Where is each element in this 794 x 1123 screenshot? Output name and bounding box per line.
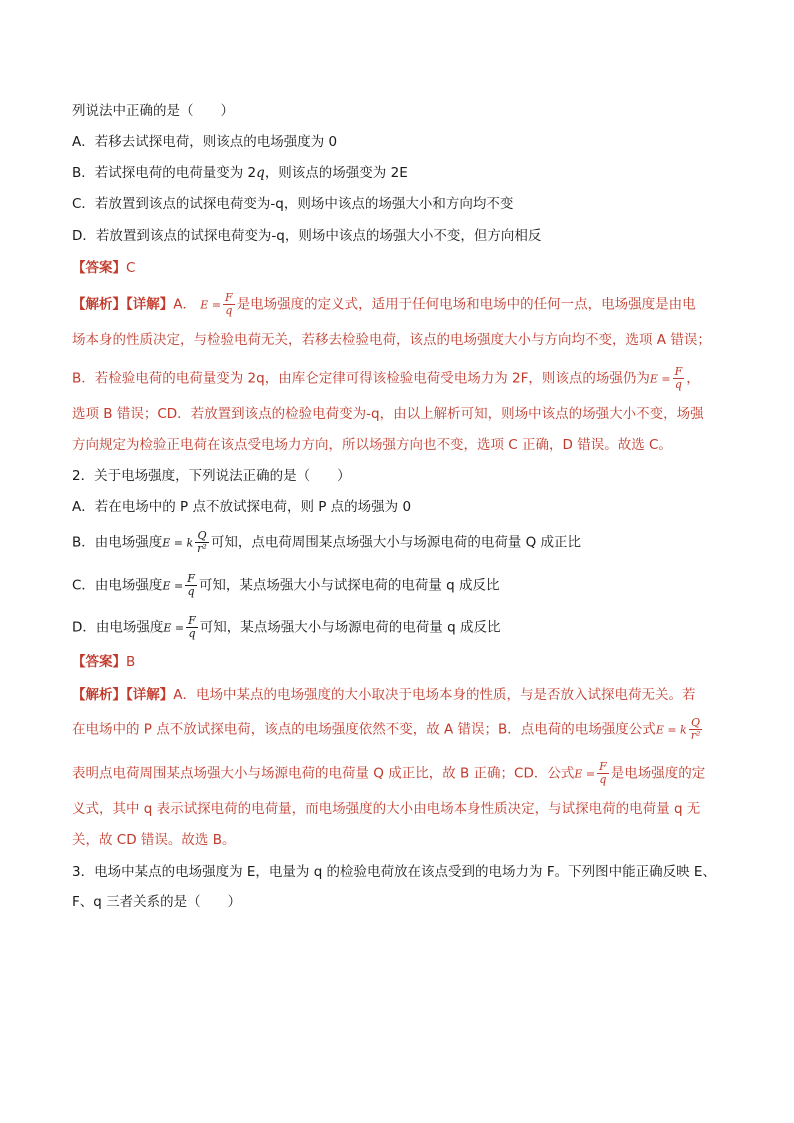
q1-stem-tail: 列说法中正确的是（ ） xyxy=(72,103,234,119)
q1-explanation-line-1: 【解析】【详解】A． E = $\frac{F}{q}$ 是电场强度的定义式，适用于任何电场和电场中的任何一点，电场强度是由电 xyxy=(72,291,696,317)
q2-stem: 2．关于电场强度，下列说法正确的是（ ） xyxy=(72,468,351,484)
q2-explanation-line-3: 表明点电荷周围某点场强大小与场源电荷的电荷量 Q 成正比，故 B 正确；CD．公式E = $\frac{F}{q}$ 是电场强度的定 xyxy=(72,760,706,786)
q3-stem-line-1: 3．电场中某点的电场强度为 E，电量为 q 的检验电荷放在该点受到的电场力为 F。下列图中能正确反映 E、 xyxy=(72,864,716,880)
q2-answer: 【答案】B xyxy=(72,654,136,670)
q2-option-c: C．由电场强度E = $\frac{F}{q}$ 可知，某点场强大小与试探电荷的电荷量 q 成反比 xyxy=(72,572,500,598)
q2-formula-fraction: $\frac{Q}{\text{r²}}$ xyxy=(690,716,701,742)
q1-explanation-line-2: 场本身的性质决定，与检验电荷无关，若移去检验电荷，该点的电场强度大小与方向均不变，选项 A 错误； xyxy=(72,332,711,348)
q1-option-a: A．若移去试探电荷，则该点的电场强度为 0 xyxy=(72,134,338,150)
q1-explanation-line-5: 方向规定为检验正电荷在该点受电场力方向，所以场强方向也不变，选项 C 正确，D 错误。故选 C。 xyxy=(72,437,672,453)
q2-formula-fraction: $\frac{Q}{\text{r²}}$ xyxy=(197,529,207,555)
q1-explanation-line-4: 选项 B 错误；CD．若放置到该点的检验电荷变为-q，由以上解析可知，则场中该点的场强大小不变，场强 xyxy=(72,406,704,422)
q2-explanation-line-2: 在电场中的 P 点不放试探电荷，该点的电场强度依然不变，故 A 错误；B．点电荷的电场强度公式E = k $\frac{Q}{\text{r²}}$ xyxy=(72,716,701,742)
q1-formula-fraction: $\frac{F}{q}$ xyxy=(225,291,233,317)
q1-option-d: D．若放置到该点的试探电荷变为-q，则场中该点的场强大小不变，但方向相反 xyxy=(72,228,542,244)
q1-option-b: B．若试探电荷的电荷量变为 2q，则该点的场强变为 2E xyxy=(72,165,408,181)
q2-formula-fraction: $\frac{F}{q}$ xyxy=(188,614,196,640)
q2-option-b: B．由电场强度E = k $\frac{Q}{\text{r²}}$ 可知，点电荷周围某点场强大小与场源电荷的电荷量 Q 成正比 xyxy=(72,529,582,555)
q1-explanation-line-3: B．若检验电荷的电荷量变为 2q，由库仑定律可得该检验电荷受电场力为 2F，则该点的场强仍为E = $\frac{F}{q}$ ， xyxy=(72,365,700,391)
q2-formula-fraction: $\frac{F}{q}$ xyxy=(599,760,607,786)
q2-option-d: D．由电场强度E = $\frac{F}{q}$ 可知，某点场强大小与场源电荷的电荷量 q 成反比 xyxy=(72,614,501,640)
q1-option-c: C．若放置到该点的试探电荷变为-q，则场中该点的场强大小和方向均不变 xyxy=(72,196,514,212)
q2-formula-fraction: $\frac{F}{q}$ xyxy=(187,572,195,598)
q2-explanation-line-4: 义式，其中 q 表示试探电荷的电荷量，而电场强度的大小由电场本身性质决定，与试探电荷的电荷量 q 无 xyxy=(72,801,701,817)
q1-answer: 【答案】C xyxy=(72,260,136,276)
q2-option-a: A．若在电场中的 P 点不放试探电荷，则 P 点的场强为 0 xyxy=(72,499,412,515)
q3-stem-line-2: F、q 三者关系的是（ ） xyxy=(72,894,242,910)
q1-formula-fraction: $\frac{F}{q}$ xyxy=(674,365,683,391)
q2-explanation-line-1: 【解析】【详解】A．电场中某点的电场强度的大小取决于电场本身的性质，与是否放入试探电荷无关。若 xyxy=(72,687,696,703)
q2-explanation-line-5: 关，故 CD 错误。故选 B。 xyxy=(72,832,236,848)
